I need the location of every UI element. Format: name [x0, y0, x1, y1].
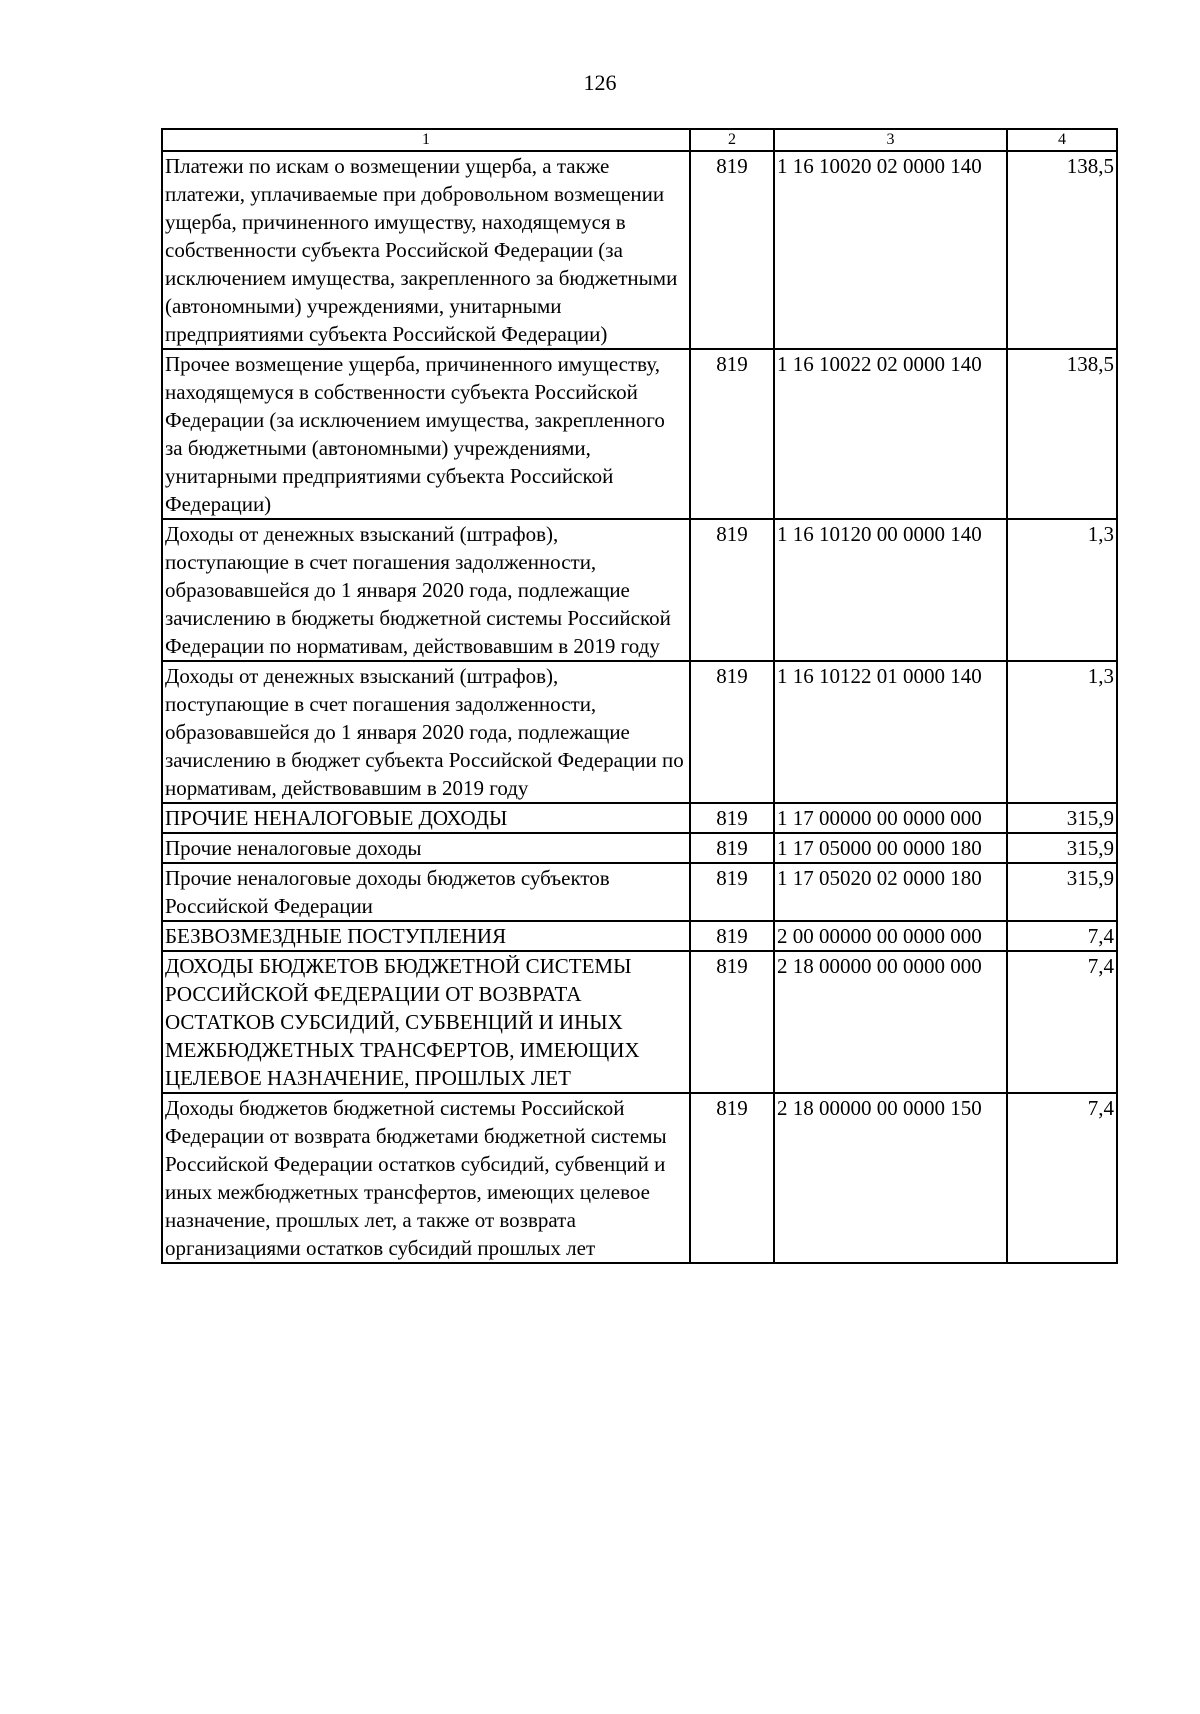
- row-admin-code: 819: [690, 833, 774, 863]
- row-admin-code: 819: [690, 803, 774, 833]
- table-row: [162, 519, 1117, 661]
- row-budget-code: 2 00 00000 00 0000 000: [774, 921, 1007, 951]
- table-header-row: [162, 129, 1117, 151]
- table-row: [162, 863, 1117, 921]
- row-description: Прочие неналоговые доходы бюджетов субъектов Российской Федерации: [162, 863, 690, 921]
- table-row: [162, 951, 1117, 1093]
- row-admin-code: 819: [690, 1093, 774, 1263]
- row-amount: 7,4: [1007, 951, 1117, 1093]
- row-amount: 315,9: [1007, 833, 1117, 863]
- row-description: Прочие неналоговые доходы: [162, 833, 690, 863]
- row-amount: 1,3: [1007, 661, 1117, 803]
- row-admin-code: 819: [690, 921, 774, 951]
- column-header-3: 3: [774, 129, 1007, 151]
- table-row: [162, 803, 1117, 833]
- row-budget-code: 2 18 00000 00 0000 000: [774, 951, 1007, 1093]
- row-description: ПРОЧИЕ НЕНАЛОГОВЫЕ ДОХОДЫ: [162, 803, 690, 833]
- row-admin-code: 819: [690, 151, 774, 349]
- row-admin-code: 819: [690, 349, 774, 519]
- row-admin-code: 819: [690, 519, 774, 661]
- row-description: Доходы от денежных взысканий (штрафов), поступающие в счет погашения задолженности, образовавшейся до 1 января 2020 года, подлежащие зачислению в бюджеты бюджетной системы Российской Федерации по нормативам, действовавшим в 2019 году: [162, 519, 690, 661]
- table-row: [162, 833, 1117, 863]
- row-budget-code: 1 16 10022 02 0000 140: [774, 349, 1007, 519]
- row-admin-code: 819: [690, 863, 774, 921]
- row-budget-code: 1 16 10122 01 0000 140: [774, 661, 1007, 803]
- row-description: Доходы бюджетов бюджетной системы Российской Федерации от возврата бюджетами бюджетной системы Российской Федерации остатков субсидий, субвенций и иных межбюджетных трансфертов, имеющих целевое назначение, прошлых лет, а также от возврата организациями остатков субсидий прошлых лет: [162, 1093, 690, 1263]
- table-row: [162, 151, 1117, 349]
- column-header-4: 4: [1007, 129, 1117, 151]
- column-header-2: 2: [690, 129, 774, 151]
- row-amount: 7,4: [1007, 1093, 1117, 1263]
- row-admin-code: 819: [690, 661, 774, 803]
- row-description: Доходы от денежных взысканий (штрафов), поступающие в счет погашения задолженности, образовавшейся до 1 января 2020 года, подлежащие зачислению в бюджет субъекта Российской Федерации по нормативам, действовавшим в 2019 году: [162, 661, 690, 803]
- row-budget-code: 1 17 05000 00 0000 180: [774, 833, 1007, 863]
- row-budget-code: 1 16 10020 02 0000 140: [774, 151, 1007, 349]
- table-row: [162, 1093, 1117, 1263]
- row-amount: 1,3: [1007, 519, 1117, 661]
- revenue-table: [161, 128, 1118, 1264]
- row-admin-code: 819: [690, 951, 774, 1093]
- row-budget-code: 2 18 00000 00 0000 150: [774, 1093, 1007, 1263]
- table-row: [162, 349, 1117, 519]
- row-amount: 315,9: [1007, 803, 1117, 833]
- row-amount: 138,5: [1007, 151, 1117, 349]
- row-budget-code: 1 16 10120 00 0000 140: [774, 519, 1007, 661]
- row-description: Прочее возмещение ущерба, причиненного имуществу, находящемуся в собственности субъекта Российской Федерации (за исключением имущества, закрепленного за бюджетными (автономными) учреждениями, унитарными предприятиями субъекта Российской Федерации): [162, 349, 690, 519]
- table-row: [162, 921, 1117, 951]
- row-description: Платежи по искам о возмещении ущерба, а также платежи, уплачиваемые при добровольном возмещении ущерба, причиненного имуществу, находящемуся в собственности субъекта Российской Федерации (за исключением имущества, закрепленного за бюджетными (автономными) учреждениями, унитарными предприятиями субъекта Российской Федерации): [162, 151, 690, 349]
- row-amount: 138,5: [1007, 349, 1117, 519]
- row-budget-code: 1 17 00000 00 0000 000: [774, 803, 1007, 833]
- row-budget-code: 1 17 05020 02 0000 180: [774, 863, 1007, 921]
- table-row: [162, 661, 1117, 803]
- page-number: 126: [583, 70, 617, 95]
- column-header-1: 1: [162, 129, 690, 151]
- row-description: ДОХОДЫ БЮДЖЕТОВ БЮДЖЕТНОЙ СИСТЕМЫ РОССИЙСКОЙ ФЕДЕРАЦИИ ОТ ВОЗВРАТА ОСТАТКОВ СУБСИДИЙ, СУБВЕНЦИЙ И ИНЫХ МЕЖБЮДЖЕТНЫХ ТРАНСФЕРТОВ, ИМЕЮЩИХ ЦЕЛЕВОЕ НАЗНАЧЕНИЕ, ПРОШЛЫХ ЛЕТ: [162, 951, 690, 1093]
- row-description: БЕЗВОЗМЕЗДНЫЕ ПОСТУПЛЕНИЯ: [162, 921, 690, 951]
- row-amount: 315,9: [1007, 863, 1117, 921]
- row-amount: 7,4: [1007, 921, 1117, 951]
